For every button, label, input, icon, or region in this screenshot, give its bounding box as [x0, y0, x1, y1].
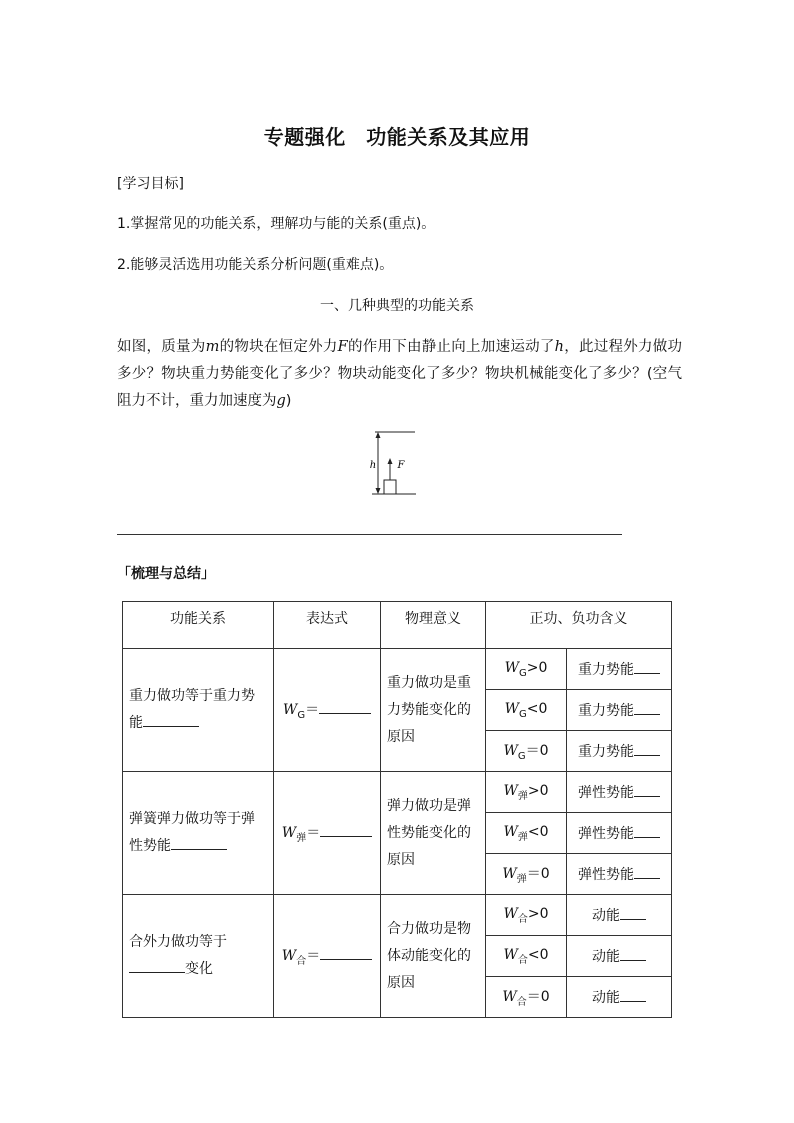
blank-line: [320, 822, 372, 837]
blank-line: [634, 782, 660, 797]
expression-cell: $W_G=$: [274, 649, 381, 772]
blank-line: [143, 712, 199, 727]
answer-line: [117, 534, 622, 535]
condition-cell: $W_G>0$: [486, 649, 567, 690]
expression-cell: $W_合=$: [274, 895, 381, 1018]
table-row: [123, 895, 672, 936]
objective-item-2: 2.能够灵活选用功能关系分析问题(重难点)。: [117, 257, 394, 273]
result-cell: 动能: [567, 977, 672, 1018]
result-cell: 动能: [567, 936, 672, 977]
meaning-cell: 弹力做功是弹性势能变化的原因: [381, 772, 486, 895]
header-sign-meaning: 正功、负功含义: [486, 602, 672, 649]
mass-symbol: m: [205, 339, 220, 355]
condition-cell: $W_弹=0$: [486, 854, 567, 895]
condition-cell: $W_合<0$: [486, 936, 567, 977]
table-header-row: [123, 602, 672, 649]
expression-cell: $W_弹=$: [274, 772, 381, 895]
header-meaning: 物理意义: [381, 602, 486, 649]
meaning-cell: 重力做功是重力势能变化的原因: [381, 649, 486, 772]
relation-cell: 弹簧弹力做功等于弹性势能: [123, 772, 274, 895]
result-cell: 动能: [567, 895, 672, 936]
section-heading: 一、几种典型的功能关系: [320, 298, 474, 314]
blank-line: [320, 945, 372, 960]
height-symbol: h: [554, 339, 564, 355]
result-cell: 弹性势能: [567, 772, 672, 813]
relation-cell: 重力做功等于重力势能: [123, 649, 274, 772]
function-energy-table: [122, 601, 672, 1018]
meaning-cell: 合力做功是物体动能变化的原因: [381, 895, 486, 1018]
blank-line: [319, 699, 371, 714]
blank-line: [634, 823, 660, 838]
summary-heading: 「梳理与总结」: [117, 566, 215, 582]
table-row: [123, 649, 672, 690]
force-label: F: [397, 460, 405, 471]
result-cell: 重力势能: [567, 649, 672, 690]
condition-cell: $W_G=0$: [486, 731, 567, 772]
blank-line: [129, 958, 185, 973]
condition-cell: $W_弹>0$: [486, 772, 567, 813]
blank-line: [634, 864, 660, 879]
page-title: 专题强化 功能关系及其应用: [263, 125, 531, 149]
result-cell: 弹性势能: [567, 854, 672, 895]
block-force-diagram: [360, 424, 420, 496]
blank-line: [634, 700, 660, 715]
condition-cell: $W_弹<0$: [486, 813, 567, 854]
condition-cell: $W_G<0$: [486, 690, 567, 731]
result-cell: 弹性势能: [567, 813, 672, 854]
result-cell: 重力势能: [567, 731, 672, 772]
blank-line: [620, 987, 646, 1002]
objectives-heading: [学习目标]: [117, 176, 184, 192]
blank-line: [620, 946, 646, 961]
header-relation: 功能关系: [123, 602, 274, 649]
blank-line: [634, 741, 660, 756]
relation-cell: 合外力做功等于 变化: [123, 895, 274, 1018]
blank-line: [634, 659, 660, 674]
objective-item-1: 1.掌握常见的功能关系，理解功与能的关系(重点)。: [117, 216, 436, 232]
force-symbol: F: [337, 339, 348, 355]
blank-line: [171, 835, 227, 850]
header-expression: 表达式: [274, 602, 381, 649]
condition-cell: $W_合>0$: [486, 895, 567, 936]
question-paragraph: 如图，质量为m的物块在恒定外力F的作用下由静止向上加速运动了h，此过程外力做功多少？物块重力势能变化了多少？物块动能变化了多少？物块机械能变化了多少？(空气阻力不计，重力加速度为g): [117, 339, 683, 409]
blank-line: [620, 905, 646, 920]
condition-cell: $W_合=0$: [486, 977, 567, 1018]
gravity-symbol: g: [276, 393, 286, 409]
result-cell: 重力势能: [567, 690, 672, 731]
table-row: [123, 772, 672, 813]
height-label: h: [369, 460, 377, 471]
